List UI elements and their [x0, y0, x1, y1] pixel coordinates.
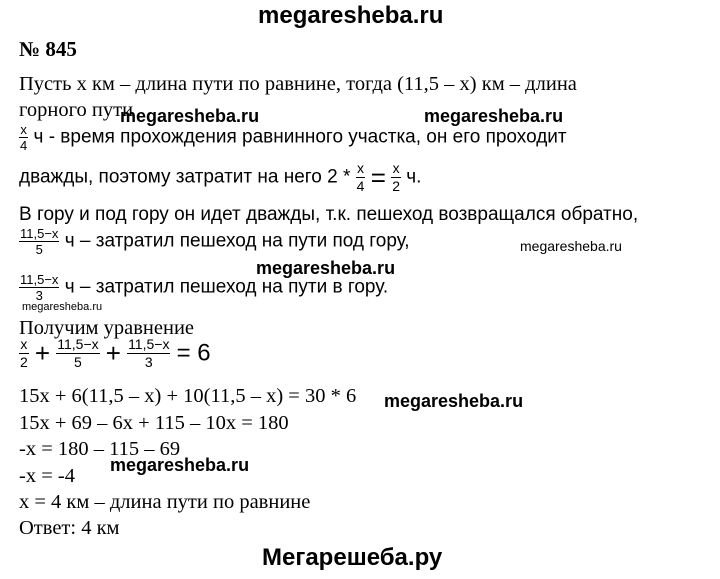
fraction-numerator: x	[20, 122, 27, 137]
fraction	[391, 160, 401, 195]
fraction-line	[19, 226, 410, 257]
text-line: 15х + 69 – 6х + 115 – 10х = 180	[19, 412, 289, 434]
fraction	[19, 226, 59, 257]
fraction-line	[19, 160, 421, 195]
text-line: ч - время прохождения равнинного участка, он его проходит	[33, 126, 567, 148]
fraction-numerator: 11,5−x	[20, 272, 59, 287]
fraction-numerator: x	[357, 160, 365, 176]
fraction	[56, 336, 99, 371]
fraction	[356, 160, 366, 195]
watermark: megaresheba.ru	[110, 455, 250, 475]
text-line: -х = -4	[19, 465, 75, 487]
fraction-denominator: 3	[35, 288, 43, 303]
fraction-denominator: 2	[20, 354, 28, 370]
text-line: х = 4 км – длина пути по равнине	[19, 491, 311, 513]
text-line: ч – затратил пешеход на пути под гору,	[64, 230, 410, 252]
fraction-denominator: 5	[35, 242, 43, 257]
fraction	[127, 336, 170, 371]
fraction	[19, 336, 29, 371]
text-line: горного пути	[19, 99, 134, 121]
text-line: ч – затратил пешеход на пути в гору.	[64, 276, 389, 298]
fraction-numerator: x	[392, 160, 400, 176]
watermark: megaresheba.ru	[22, 301, 103, 313]
answer-line: Ответ: 4 км	[19, 517, 120, 539]
fraction	[19, 272, 59, 303]
equation	[19, 336, 211, 371]
equals-sign: =	[370, 162, 386, 193]
equation-rhs: = 6	[176, 339, 211, 367]
fraction-denominator: 5	[74, 354, 82, 370]
text-line: 15х + 6(11,5 – х) + 10(11,5 – х) = 30 * 6	[19, 385, 357, 407]
fraction-denominator: 2	[392, 178, 400, 194]
watermark: megaresheba.ru	[424, 106, 564, 126]
text-line: дважды, поэтому затратит на него 2 *	[19, 166, 351, 188]
text-line: Пусть х км – длина пути по равнине, тогда (11,5 – х) км – длина	[19, 73, 577, 95]
fraction-numerator: 11,5−x	[128, 336, 170, 352]
watermark: megaresheba.ru	[520, 238, 622, 254]
text-line: Получим уравнение	[19, 317, 195, 339]
text-line: -х = 180 – 115 – 69	[19, 438, 181, 460]
fraction-line	[19, 272, 388, 303]
watermark: megaresheba.ru	[120, 106, 260, 126]
fraction-line	[19, 122, 567, 153]
fraction-numerator: x	[20, 336, 28, 352]
fraction-numerator: 11,5−x	[20, 226, 59, 241]
plus-sign: +	[105, 338, 121, 368]
fraction-numerator: 11,5−x	[57, 336, 99, 352]
text-line: В гору и под гору он идет дважды, т.к. пешеход возвращался обратно,	[19, 204, 639, 225]
watermark: megaresheba.ru	[256, 258, 396, 278]
plus-sign: +	[34, 338, 51, 368]
fraction-denominator: 3	[144, 354, 153, 370]
text-line: ч.	[406, 166, 422, 188]
fraction-denominator: 4	[20, 138, 28, 153]
fraction	[19, 122, 28, 153]
watermark-bottom: Мегарешеба.ру	[262, 544, 443, 571]
task-number: № 845	[19, 37, 77, 61]
watermark: megaresheba.ru	[384, 391, 524, 411]
fraction-denominator: 4	[356, 178, 365, 194]
watermark-top: megaresheba.ru	[258, 2, 444, 29]
